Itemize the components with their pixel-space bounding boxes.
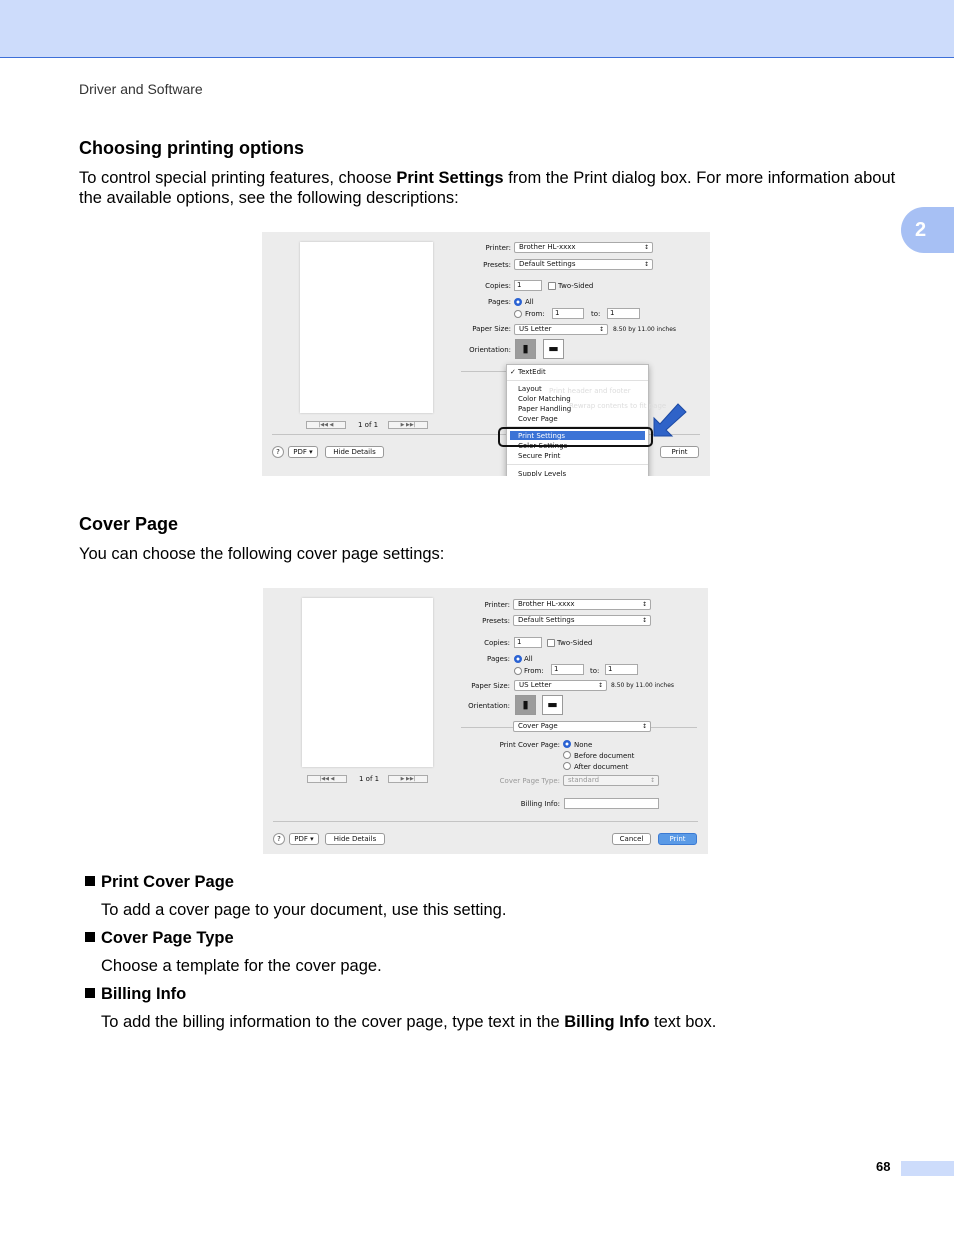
paper-dimensions: 8.50 by 11.00 inches (611, 682, 675, 689)
menu-item-paper-handling[interactable]: Paper Handling (518, 405, 572, 413)
paper-size-label: Paper Size: (471, 682, 510, 690)
pages-from-radio[interactable] (514, 310, 522, 318)
hide-details-button[interactable]: Hide Details (325, 833, 385, 845)
chapter-tab: 2 (901, 207, 954, 253)
print-button[interactable]: Print (660, 446, 699, 458)
page-counter: 1 of 1 (358, 421, 379, 429)
pages-from-label: From: (525, 310, 545, 318)
printer-select[interactable]: Brother HL-xxxx ↕ (513, 599, 651, 610)
from-field[interactable]: 1 (552, 308, 584, 319)
bullet-billing-info: Billing Info (85, 985, 186, 1004)
first-prev-page-buttons[interactable]: |◀◀ ◀ (306, 421, 346, 429)
pages-label: Pages: (487, 655, 510, 663)
pdf-menu-button[interactable]: PDF ▾ (288, 446, 318, 458)
copies-label: Copies: (484, 639, 510, 647)
to-label: to: (590, 667, 600, 675)
orientation-label: Orientation: (469, 346, 511, 354)
menu-item-layout[interactable]: Layout (518, 385, 542, 393)
menu-item-supply-levels[interactable]: Supply Levels (518, 470, 567, 476)
copies-field[interactable]: 1 (514, 637, 542, 648)
bullet-desc-cover-page-type: Choose a template for the cover page. (101, 957, 382, 975)
page-preview (302, 598, 433, 767)
cover-none-radio[interactable] (563, 740, 571, 748)
two-sided-checkbox[interactable] (547, 639, 555, 647)
print-dialog-screenshot-2 (263, 588, 708, 854)
billing-info-label: Billing Info: (520, 800, 560, 808)
pages-all-radio[interactable] (514, 298, 522, 306)
cover-before-label: Before document (574, 752, 635, 760)
bullet-print-cover-page: Print Cover Page (85, 873, 234, 892)
portrait-icon[interactable]: ▮ (515, 695, 536, 715)
cancel-button[interactable]: Cancel (612, 833, 651, 845)
bullet-desc-billing-info: To add the billing information to the cover page, type text in the Billing Info text box. (101, 1013, 717, 1031)
presets-label: Presets: (483, 261, 511, 269)
pages-label: Pages: (488, 298, 511, 306)
two-sided-label: Two-Sided (558, 282, 594, 290)
menu-item-color-settings[interactable]: Color Settings (518, 442, 568, 450)
paper-size-select[interactable]: US Letter ↕ (514, 324, 608, 335)
cover-before-radio[interactable] (563, 751, 571, 759)
from-field[interactable]: 1 (551, 664, 584, 675)
next-last-page-buttons[interactable]: ▶ ▶▶| (388, 421, 428, 429)
menu-item-print-settings[interactable]: Print Settings (518, 432, 566, 440)
to-label: to: (591, 310, 601, 318)
panel-dropdown-menu[interactable]: ✓ TextEdit Print header and footer Rewrap contents to fit page Layout Color Matching Paper Handling Cover Page Print Settings Color Settings Secure Print Supply Levels (506, 364, 649, 476)
portrait-icon[interactable]: ▮ (515, 339, 536, 359)
help-button[interactable]: ? (272, 446, 284, 458)
pdf-menu-button[interactable]: PDF ▾ (289, 833, 319, 845)
print-dialog-screenshot-1 (262, 232, 710, 476)
menu-item-textedit[interactable]: TextEdit (518, 368, 546, 376)
to-field[interactable]: 1 (605, 664, 638, 675)
cover-after-label: After document (574, 763, 629, 771)
paper-dimensions: 8.50 by 11.00 inches (613, 326, 677, 333)
cover-page-intro: You can choose the following cover page settings: (79, 545, 445, 563)
bullet-square-icon (85, 988, 95, 998)
paper-size-select[interactable]: US Letter ↕ (514, 680, 607, 691)
menu-item-color-matching[interactable]: Color Matching (518, 395, 571, 403)
paper-size-label: Paper Size: (472, 325, 511, 333)
first-prev-page-buttons[interactable]: |◀◀ ◀ (307, 775, 347, 783)
section-heading-printing-options: Choosing printing options (79, 138, 304, 158)
bullet-desc-print-cover-page: To add a cover page to your document, use this setting. (101, 901, 507, 919)
copies-label: Copies: (485, 282, 511, 290)
billing-info-field[interactable] (564, 798, 659, 809)
pointer-arrow-icon (650, 402, 688, 438)
intro-paragraph: To control special printing features, choose Print Settings from the Print dialog box. For more information about the available options, see the following descriptions: (79, 169, 896, 207)
section-heading-cover-page: Cover Page (79, 514, 179, 534)
printer-select[interactable]: Brother HL-xxxx ↕ (514, 242, 653, 253)
checkmark-icon: ✓ (510, 368, 516, 376)
to-field[interactable]: 1 (607, 308, 640, 319)
presets-select[interactable]: Default Settings ↕ (513, 615, 651, 626)
page-counter: 1 of 1 (359, 775, 380, 783)
landscape-icon[interactable]: ▬ (543, 339, 564, 359)
cover-page-type-label: Cover Page Type: (499, 777, 560, 785)
pages-from-radio[interactable] (514, 667, 522, 675)
copies-field[interactable]: 1 (514, 280, 542, 291)
presets-label: Presets: (482, 617, 510, 625)
bullet-square-icon (85, 876, 95, 886)
menu-item-cover-page[interactable]: Cover Page (518, 415, 558, 423)
landscape-icon[interactable]: ▬ (542, 695, 563, 715)
cover-page-type-select[interactable]: standard ↕ (563, 775, 659, 786)
bullet-square-icon (85, 932, 95, 942)
pages-all-label: All (524, 655, 533, 663)
panel-select[interactable]: Cover Page ↕ (513, 721, 651, 732)
cover-after-radio[interactable] (563, 762, 571, 770)
menu-item-secure-print[interactable]: Secure Print (518, 452, 561, 460)
pages-all-radio[interactable] (514, 655, 522, 663)
print-cover-page-label: Print Cover Page: (499, 741, 560, 749)
top-header-band (0, 0, 954, 58)
pages-all-label: All (525, 298, 534, 306)
bullet-cover-page-type: Cover Page Type (85, 929, 234, 948)
pages-from-label: From: (524, 667, 544, 675)
orientation-label: Orientation: (468, 702, 510, 710)
two-sided-label: Two-Sided (557, 639, 593, 647)
help-button[interactable]: ? (273, 833, 285, 845)
page-number-bar (901, 1161, 954, 1176)
two-sided-checkbox[interactable] (548, 282, 556, 290)
running-title: Driver and Software (79, 81, 203, 97)
highlight-ring (498, 427, 653, 447)
printer-label: Printer: (485, 244, 511, 252)
next-last-page-buttons[interactable]: ▶ ▶▶| (388, 775, 428, 783)
page-preview (300, 242, 433, 413)
print-button[interactable]: Print (658, 833, 697, 845)
presets-select[interactable]: Default Settings ↕ (514, 259, 653, 270)
page-number: 68 (876, 1159, 891, 1174)
hide-details-button[interactable]: Hide Details (325, 446, 384, 458)
printer-label: Printer: (484, 601, 510, 609)
cover-none-label: None (574, 741, 593, 749)
